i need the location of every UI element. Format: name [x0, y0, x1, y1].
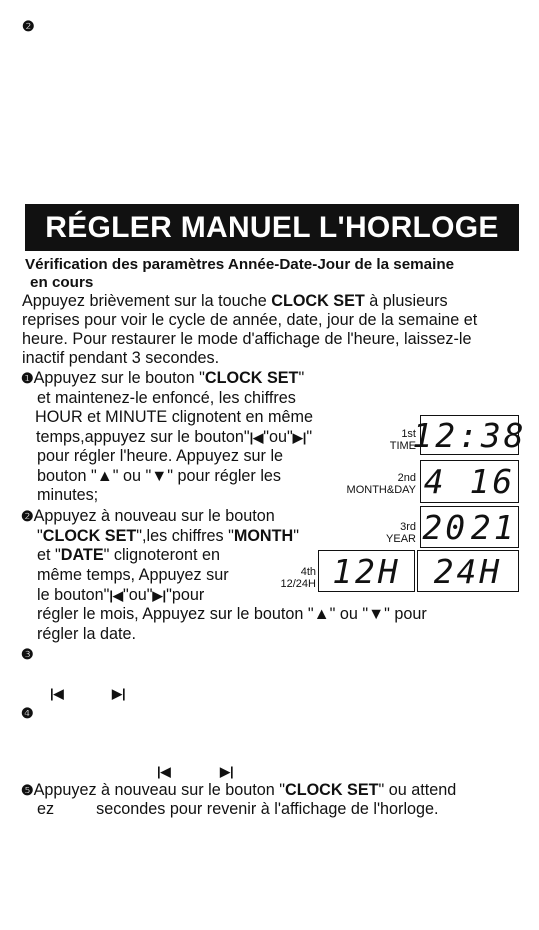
step3-marker: ❸: [21, 646, 34, 662]
skip-next-icon: ▶|: [220, 764, 234, 779]
skip-next-icon: ▶|: [152, 588, 167, 603]
step4-marker: ❹: [21, 705, 34, 721]
display-4-label: [262, 566, 316, 590]
step1-text: Appuyez sur le bouton ": [33, 369, 205, 387]
step1-clock-set: CLOCK SET: [204, 369, 299, 387]
intro-line-4: inactif pendant 3 secondes.: [22, 349, 220, 367]
step5-text-2a: ez: [37, 800, 55, 818]
step-marker-2-top: ❷: [22, 18, 35, 34]
step2-text-3c: " clignoteront en: [103, 546, 221, 564]
step2-quote-end: ": [293, 527, 299, 545]
step2-line-3: [37, 546, 220, 566]
lcd-year-display: [420, 506, 519, 548]
step5-text-1a: Appuyez à nouveau sur le bouton ": [33, 781, 285, 799]
step1-line-7: minutes;: [37, 486, 99, 504]
step1-line-5: pour régler l'heure. Appuyez sur le: [37, 447, 284, 465]
step5-text-2b: secondes pour revenir à l'affichage de l'horloge.: [96, 800, 439, 818]
lcd-24h-display: 24H: [417, 550, 519, 592]
lcd-time-display: 12:38: [412, 415, 527, 455]
step2-line-5: [37, 586, 204, 606]
step1-line-2: et maintenez-le enfoncé, les chiffres: [37, 389, 296, 407]
display-1-label: [360, 428, 416, 452]
step5-marker: ❺: [21, 782, 34, 798]
subtitle-line-2: en cours: [30, 274, 94, 291]
step2-date: DATE: [60, 546, 104, 564]
display-1-caption: TIME: [389, 440, 416, 452]
skip-previous-icon: |◀: [50, 686, 64, 701]
step1-line-3: HOUR et MINUTE clignotent en même: [35, 408, 313, 426]
section-title: RÉGLER MANUEL L'HORLOGE: [25, 204, 519, 251]
display-4-order: 4th: [300, 566, 316, 578]
step2-line-6: régler le mois, Appuyez sur le bouton "▲" ou "▼" pour: [37, 605, 427, 623]
display-3-caption: YEAR: [386, 533, 416, 545]
intro-text-end: à plusieurs: [364, 292, 448, 310]
lcd-month-day-display: 4 16: [420, 460, 519, 503]
intro-clock-set: CLOCK SET: [271, 292, 365, 310]
skip-previous-icon: |◀: [249, 430, 264, 445]
step2-text-3a: et ": [37, 546, 61, 564]
step2-text-5a: le bouton": [37, 586, 110, 604]
step1-marker: ❶: [21, 370, 34, 386]
skip-next-icon: ▶|: [292, 430, 307, 445]
step2-line-4: même temps, Appuyez sur: [37, 566, 229, 584]
step1-ou: "ou": [263, 428, 293, 446]
step2-line-7: régler la date.: [37, 625, 136, 643]
lcd-12h-display: 12H: [318, 550, 415, 592]
display-3-order: 3rd: [400, 521, 416, 533]
display-4-caption: 12/24H: [280, 578, 316, 590]
step2-marker: ❷: [21, 508, 34, 524]
intro-text: Appuyez brièvement sur la touche: [22, 292, 272, 310]
lcd-year-right: 21: [470, 507, 517, 547]
step1-line-1: [21, 369, 304, 389]
step2-ou: "ou": [123, 586, 153, 604]
step1-text-4: temps,appuyez sur le bouton": [36, 428, 250, 446]
step2-line-2: [37, 527, 299, 547]
intro-line-2: reprises pour voir le cycle de année, date, jour de la semaine et: [22, 311, 478, 329]
skip-previous-icon: |◀: [109, 588, 123, 603]
step1-line-4: [36, 428, 312, 448]
step5-text-1c: " ou attend: [378, 781, 457, 799]
step5-line-2: [37, 800, 439, 820]
skip-next-icon: ▶|: [112, 686, 126, 701]
lcd-year-left: 20: [422, 507, 469, 547]
step1-quote-4: ": [306, 428, 313, 446]
display-2-label: [330, 472, 416, 496]
intro-line-1: [22, 292, 448, 312]
step2-text-5c: "pour: [166, 586, 205, 604]
step2-month: MONTH: [233, 527, 294, 545]
step2-clock-set: CLOCK SET: [42, 527, 137, 545]
step2-line-1: [21, 507, 275, 527]
display-2-order: 2nd: [397, 472, 416, 484]
step1-line-6: bouton "▲" ou "▼" pour régler les: [37, 467, 282, 485]
step2-text-2: ",les chiffres ": [136, 527, 234, 545]
display-3-label: [360, 521, 416, 545]
step2-quote: ": [37, 527, 43, 545]
intro-line-3: heure. Pour restaurer le mode d'affichage de l'heure, laissez-le: [22, 330, 472, 348]
step5-clock-set: CLOCK SET: [285, 781, 379, 799]
display-2-caption: MONTH&DAY: [346, 484, 416, 496]
step5-line-1: [21, 781, 456, 801]
step2-text-1: Appuyez à nouveau sur le bouton: [33, 507, 275, 525]
subtitle-line-1: Vérification des paramètres Année-Date-Jour de la semaine: [25, 256, 455, 273]
display-1-order: 1st: [401, 428, 416, 440]
skip-previous-icon: |◀: [157, 764, 171, 779]
step1-quote: ": [298, 369, 305, 387]
